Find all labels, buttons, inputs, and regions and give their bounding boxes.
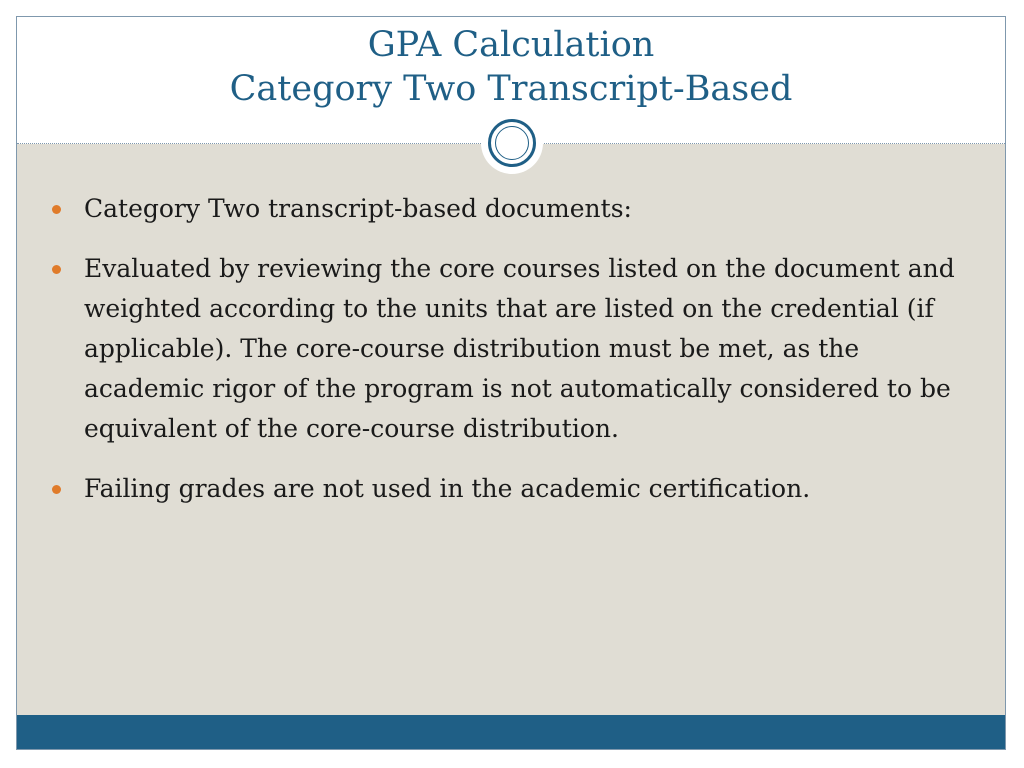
bullet-item-1 [47,189,967,229]
bullet-dot-icon [52,265,61,274]
slide-title-line-1: GPA Calculation [367,25,655,65]
bullet-list [47,189,967,529]
ornament-inner-ring [495,126,529,160]
bullet-item-2 [47,249,967,449]
bullet-text: Failing grades are not used in the academic certification. [84,474,811,503]
footer-bar [17,715,1005,749]
bullet-item-3 [47,469,967,509]
slide-title [17,23,1005,111]
bullet-text: Category Two transcript-based documents: [84,194,632,223]
bullet-dot-icon [52,485,61,494]
circle-ornament-icon [481,112,543,174]
slide [16,16,1006,750]
bullet-dot-icon [52,205,61,214]
bullet-text: Evaluated by reviewing the core courses listed on the document and weighted according to the units that are listed on the credential (if applicable). The core-course distribution must be met, as the academic rigor of the program is not automatically considered to be equivalent of the core-course distribution. [84,254,955,443]
slide-title-line-2: Category Two Transcript-Based [229,69,793,109]
ornament-outer-ring [488,119,536,167]
